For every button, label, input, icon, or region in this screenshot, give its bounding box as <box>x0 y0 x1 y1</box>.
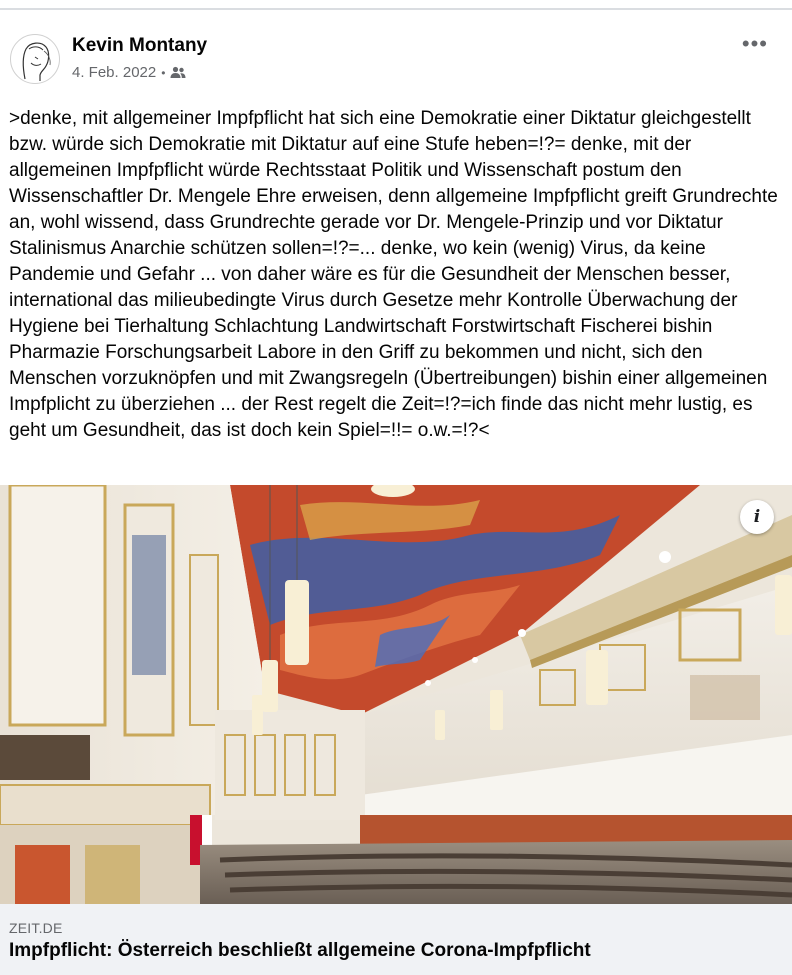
post-date[interactable]: 4. Feb. 2022 <box>72 64 157 81</box>
link-domain: ZEIT.DE <box>9 920 63 936</box>
link-preview-image[interactable] <box>0 485 792 904</box>
parliament-hall-photo <box>0 485 792 904</box>
more-options-icon[interactable]: ••• <box>741 31 768 56</box>
post-header <box>10 31 782 88</box>
link-preview[interactable] <box>0 904 792 975</box>
friends-icon <box>170 66 186 79</box>
link-title[interactable]: Impfpflicht: Österreich beschließt allgemeine Corona-Impfpflicht <box>9 940 591 961</box>
top-divider <box>0 8 792 10</box>
post-text: >denke, mit allgemeiner Impfpflicht hat sich eine Demokratie einer Diktatur gleichgestellt bzw. würde sich Demokratie mit Diktatur auf eine Stufe heben=!?= denke, mit der allgemeinen Impfpflicht würde Rechtsstaat Politik und Wissenschaft postum den Wissenschaftler Dr. Mengele Ehre erweisen, denn allgemeine Impfpflicht greift Grundrechte an, wohl wissend, dass Grundrechte gerade vor Dr. Mengele-Prinzip und vor Diktatur Stalinismus Anarchie schützen sollen=!?=... denke, wo kein (wenig) Virus, da keine Pandemie und Gefahr ... von daher wäre es für die Gesundheit der Menschen besser, international das milieubedingte Virus durch Gesetze mehr Kontrolle Überwachung der Hygiene bei Tierhaltung Schlachtung Landwirtschaft Forstwirtschaft Fischerei bishin Pharmazie Forschungsarbeit Labore in den Griff zu bekommen und nicht, sich den Menschen vorzuknöpfen und mit Zwangsregeln (Übertreibungen) bishin einer allgemeinen Impfplicht zu überziehen ... der Rest regelt die Zeit=!?=ich finde das nicht mehr lustig, es geht um Gesundheit, das ist doch kein Spiel=!!= o.w.=!?< <box>9 108 778 441</box>
avatar[interactable] <box>10 34 60 84</box>
meta-separator: • <box>161 65 166 80</box>
avatar-sketch-icon <box>11 35 60 84</box>
post-meta <box>72 64 186 81</box>
info-icon[interactable]: i <box>740 500 774 534</box>
author-name[interactable]: Kevin Montany <box>72 35 208 56</box>
